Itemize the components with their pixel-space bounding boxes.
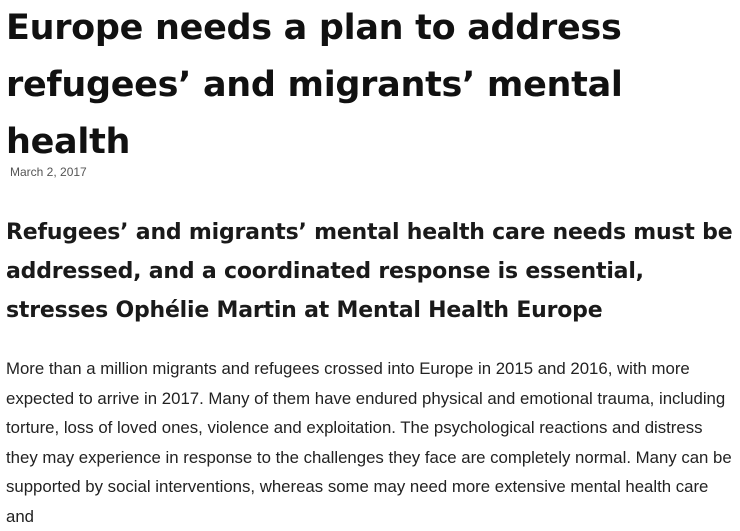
article-body-paragraph: More than a million migrants and refugees crossed into Europe in 2015 and 2016, with more expected to arrive in 2017. Many of them have endured physical and emotional trauma, including torture, loss of loved ones, violence and exploitation. The psychological reactions and distress they may experience in response to the challenges they face are completely normal. Many can be supported by social interventions, whereas some may need more extensive mental health care and: [6, 359, 732, 526]
article-title: Europe needs a plan to address refugees’ and migrants’ mental health: [6, 8, 623, 162]
publish-date: March 2, 2017: [10, 165, 87, 179]
article-subtitle: Refugees’ and migrants’ mental health care needs must be addressed, and a coordinated response is essential, stresses Ophélie Martin at Mental Health Europe: [6, 220, 733, 323]
